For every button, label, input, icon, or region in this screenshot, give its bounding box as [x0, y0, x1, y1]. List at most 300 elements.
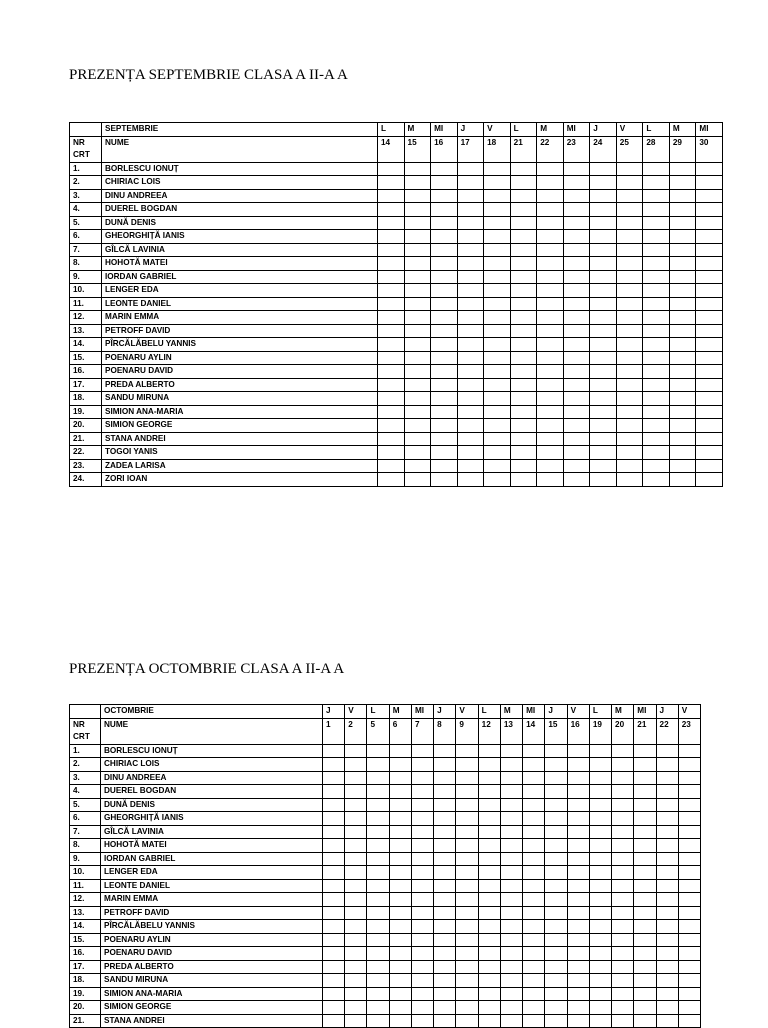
attendance-cell[interactable]	[456, 920, 478, 934]
attendance-cell[interactable]	[478, 974, 500, 988]
attendance-cell[interactable]	[643, 338, 670, 352]
attendance-cell[interactable]	[589, 1014, 611, 1028]
attendance-cell[interactable]	[404, 284, 431, 298]
attendance-cell[interactable]	[500, 852, 522, 866]
attendance-cell[interactable]	[563, 419, 590, 433]
attendance-cell[interactable]	[589, 1001, 611, 1015]
attendance-cell[interactable]	[389, 987, 411, 1001]
attendance-cell[interactable]	[669, 189, 696, 203]
attendance-cell[interactable]	[590, 270, 617, 284]
attendance-cell[interactable]	[345, 771, 367, 785]
attendance-cell[interactable]	[389, 1014, 411, 1028]
attendance-cell[interactable]	[537, 378, 564, 392]
attendance-cell[interactable]	[656, 1001, 678, 1015]
attendance-cell[interactable]	[616, 378, 643, 392]
attendance-cell[interactable]	[378, 405, 405, 419]
attendance-cell[interactable]	[537, 203, 564, 217]
attendance-cell[interactable]	[678, 920, 700, 934]
attendance-cell[interactable]	[411, 744, 433, 758]
attendance-cell[interactable]	[510, 257, 537, 271]
attendance-cell[interactable]	[378, 243, 405, 257]
attendance-cell[interactable]	[589, 933, 611, 947]
attendance-cell[interactable]	[678, 812, 700, 826]
attendance-cell[interactable]	[590, 473, 617, 487]
attendance-cell[interactable]	[567, 785, 589, 799]
attendance-cell[interactable]	[537, 297, 564, 311]
attendance-cell[interactable]	[431, 230, 458, 244]
attendance-cell[interactable]	[456, 852, 478, 866]
attendance-cell[interactable]	[510, 324, 537, 338]
attendance-cell[interactable]	[434, 1001, 456, 1015]
attendance-cell[interactable]	[537, 338, 564, 352]
attendance-cell[interactable]	[323, 771, 345, 785]
attendance-cell[interactable]	[590, 432, 617, 446]
attendance-cell[interactable]	[696, 446, 723, 460]
attendance-cell[interactable]	[678, 879, 700, 893]
attendance-cell[interactable]	[537, 365, 564, 379]
attendance-cell[interactable]	[457, 459, 484, 473]
attendance-cell[interactable]	[500, 1001, 522, 1015]
attendance-cell[interactable]	[523, 987, 545, 1001]
attendance-cell[interactable]	[678, 960, 700, 974]
attendance-cell[interactable]	[367, 933, 389, 947]
attendance-cell[interactable]	[616, 216, 643, 230]
attendance-cell[interactable]	[457, 257, 484, 271]
attendance-cell[interactable]	[643, 189, 670, 203]
attendance-cell[interactable]	[643, 432, 670, 446]
attendance-cell[interactable]	[510, 419, 537, 433]
attendance-cell[interactable]	[545, 758, 567, 772]
attendance-cell[interactable]	[678, 974, 700, 988]
attendance-cell[interactable]	[404, 216, 431, 230]
attendance-cell[interactable]	[500, 1014, 522, 1028]
attendance-cell[interactable]	[434, 974, 456, 988]
attendance-cell[interactable]	[696, 419, 723, 433]
attendance-cell[interactable]	[696, 473, 723, 487]
attendance-cell[interactable]	[643, 257, 670, 271]
attendance-cell[interactable]	[323, 893, 345, 907]
attendance-cell[interactable]	[456, 933, 478, 947]
attendance-cell[interactable]	[431, 351, 458, 365]
attendance-cell[interactable]	[590, 446, 617, 460]
attendance-cell[interactable]	[669, 338, 696, 352]
attendance-cell[interactable]	[545, 812, 567, 826]
attendance-cell[interactable]	[389, 744, 411, 758]
attendance-cell[interactable]	[656, 933, 678, 947]
attendance-cell[interactable]	[616, 243, 643, 257]
attendance-cell[interactable]	[378, 230, 405, 244]
attendance-cell[interactable]	[404, 230, 431, 244]
attendance-cell[interactable]	[537, 270, 564, 284]
attendance-cell[interactable]	[523, 906, 545, 920]
attendance-cell[interactable]	[404, 270, 431, 284]
attendance-cell[interactable]	[678, 1001, 700, 1015]
attendance-cell[interactable]	[500, 825, 522, 839]
attendance-cell[interactable]	[567, 1014, 589, 1028]
attendance-cell[interactable]	[589, 785, 611, 799]
attendance-cell[interactable]	[589, 866, 611, 880]
attendance-cell[interactable]	[616, 446, 643, 460]
attendance-cell[interactable]	[510, 270, 537, 284]
attendance-cell[interactable]	[545, 852, 567, 866]
attendance-cell[interactable]	[567, 906, 589, 920]
attendance-cell[interactable]	[563, 243, 590, 257]
attendance-cell[interactable]	[367, 893, 389, 907]
attendance-cell[interactable]	[634, 758, 656, 772]
attendance-cell[interactable]	[590, 419, 617, 433]
attendance-cell[interactable]	[434, 933, 456, 947]
attendance-cell[interactable]	[411, 906, 433, 920]
attendance-cell[interactable]	[378, 419, 405, 433]
attendance-cell[interactable]	[456, 866, 478, 880]
attendance-cell[interactable]	[404, 351, 431, 365]
attendance-cell[interactable]	[500, 839, 522, 853]
attendance-cell[interactable]	[456, 744, 478, 758]
attendance-cell[interactable]	[563, 459, 590, 473]
attendance-cell[interactable]	[656, 947, 678, 961]
attendance-cell[interactable]	[345, 960, 367, 974]
attendance-cell[interactable]	[612, 1001, 634, 1015]
attendance-cell[interactable]	[612, 906, 634, 920]
attendance-cell[interactable]	[457, 432, 484, 446]
attendance-cell[interactable]	[378, 392, 405, 406]
attendance-cell[interactable]	[678, 798, 700, 812]
attendance-cell[interactable]	[616, 284, 643, 298]
attendance-cell[interactable]	[589, 947, 611, 961]
attendance-cell[interactable]	[367, 974, 389, 988]
attendance-cell[interactable]	[616, 297, 643, 311]
attendance-cell[interactable]	[669, 243, 696, 257]
attendance-cell[interactable]	[567, 947, 589, 961]
attendance-cell[interactable]	[404, 365, 431, 379]
attendance-cell[interactable]	[411, 758, 433, 772]
attendance-cell[interactable]	[567, 798, 589, 812]
attendance-cell[interactable]	[678, 758, 700, 772]
attendance-cell[interactable]	[696, 257, 723, 271]
attendance-cell[interactable]	[411, 812, 433, 826]
attendance-cell[interactable]	[510, 311, 537, 325]
attendance-cell[interactable]	[563, 203, 590, 217]
attendance-cell[interactable]	[537, 162, 564, 176]
attendance-cell[interactable]	[537, 311, 564, 325]
attendance-cell[interactable]	[500, 947, 522, 961]
attendance-cell[interactable]	[478, 906, 500, 920]
attendance-cell[interactable]	[411, 798, 433, 812]
attendance-cell[interactable]	[523, 852, 545, 866]
attendance-cell[interactable]	[634, 879, 656, 893]
attendance-cell[interactable]	[378, 297, 405, 311]
attendance-cell[interactable]	[434, 798, 456, 812]
attendance-cell[interactable]	[567, 960, 589, 974]
attendance-cell[interactable]	[456, 758, 478, 772]
attendance-cell[interactable]	[567, 933, 589, 947]
attendance-cell[interactable]	[478, 852, 500, 866]
attendance-cell[interactable]	[523, 947, 545, 961]
attendance-cell[interactable]	[323, 906, 345, 920]
attendance-cell[interactable]	[434, 825, 456, 839]
attendance-cell[interactable]	[563, 473, 590, 487]
attendance-cell[interactable]	[643, 270, 670, 284]
attendance-cell[interactable]	[612, 771, 634, 785]
attendance-cell[interactable]	[612, 758, 634, 772]
attendance-cell[interactable]	[545, 947, 567, 961]
attendance-cell[interactable]	[389, 758, 411, 772]
attendance-cell[interactable]	[431, 473, 458, 487]
attendance-cell[interactable]	[411, 825, 433, 839]
attendance-cell[interactable]	[456, 812, 478, 826]
attendance-cell[interactable]	[643, 459, 670, 473]
attendance-cell[interactable]	[457, 378, 484, 392]
attendance-cell[interactable]	[411, 987, 433, 1001]
attendance-cell[interactable]	[612, 798, 634, 812]
attendance-cell[interactable]	[643, 405, 670, 419]
attendance-cell[interactable]	[367, 798, 389, 812]
attendance-cell[interactable]	[634, 987, 656, 1001]
attendance-cell[interactable]	[590, 351, 617, 365]
attendance-cell[interactable]	[484, 324, 511, 338]
attendance-cell[interactable]	[590, 311, 617, 325]
attendance-cell[interactable]	[678, 933, 700, 947]
attendance-cell[interactable]	[500, 933, 522, 947]
attendance-cell[interactable]	[537, 473, 564, 487]
attendance-cell[interactable]	[523, 1001, 545, 1015]
attendance-cell[interactable]	[367, 839, 389, 853]
attendance-cell[interactable]	[634, 825, 656, 839]
attendance-cell[interactable]	[656, 960, 678, 974]
attendance-cell[interactable]	[378, 311, 405, 325]
attendance-cell[interactable]	[478, 893, 500, 907]
attendance-cell[interactable]	[669, 432, 696, 446]
attendance-cell[interactable]	[389, 771, 411, 785]
attendance-cell[interactable]	[616, 351, 643, 365]
attendance-cell[interactable]	[345, 947, 367, 961]
attendance-cell[interactable]	[431, 203, 458, 217]
attendance-cell[interactable]	[484, 216, 511, 230]
attendance-cell[interactable]	[323, 960, 345, 974]
attendance-cell[interactable]	[478, 771, 500, 785]
attendance-cell[interactable]	[323, 839, 345, 853]
attendance-cell[interactable]	[656, 785, 678, 799]
attendance-cell[interactable]	[456, 1014, 478, 1028]
attendance-cell[interactable]	[669, 419, 696, 433]
attendance-cell[interactable]	[456, 798, 478, 812]
attendance-cell[interactable]	[404, 392, 431, 406]
attendance-cell[interactable]	[456, 771, 478, 785]
attendance-cell[interactable]	[389, 812, 411, 826]
attendance-cell[interactable]	[590, 257, 617, 271]
attendance-cell[interactable]	[634, 785, 656, 799]
attendance-cell[interactable]	[523, 758, 545, 772]
attendance-cell[interactable]	[567, 1001, 589, 1015]
attendance-cell[interactable]	[656, 771, 678, 785]
attendance-cell[interactable]	[378, 338, 405, 352]
attendance-cell[interactable]	[456, 893, 478, 907]
attendance-cell[interactable]	[643, 324, 670, 338]
attendance-cell[interactable]	[457, 392, 484, 406]
attendance-cell[interactable]	[678, 947, 700, 961]
attendance-cell[interactable]	[484, 365, 511, 379]
attendance-cell[interactable]	[478, 812, 500, 826]
attendance-cell[interactable]	[537, 351, 564, 365]
attendance-cell[interactable]	[500, 987, 522, 1001]
attendance-cell[interactable]	[678, 839, 700, 853]
attendance-cell[interactable]	[590, 230, 617, 244]
attendance-cell[interactable]	[616, 473, 643, 487]
attendance-cell[interactable]	[545, 906, 567, 920]
attendance-cell[interactable]	[634, 960, 656, 974]
attendance-cell[interactable]	[537, 324, 564, 338]
attendance-cell[interactable]	[478, 920, 500, 934]
attendance-cell[interactable]	[567, 879, 589, 893]
attendance-cell[interactable]	[696, 230, 723, 244]
attendance-cell[interactable]	[434, 906, 456, 920]
attendance-cell[interactable]	[484, 405, 511, 419]
attendance-cell[interactable]	[616, 392, 643, 406]
attendance-cell[interactable]	[634, 771, 656, 785]
attendance-cell[interactable]	[669, 257, 696, 271]
attendance-cell[interactable]	[404, 324, 431, 338]
attendance-cell[interactable]	[411, 866, 433, 880]
attendance-cell[interactable]	[345, 1001, 367, 1015]
attendance-cell[interactable]	[378, 257, 405, 271]
attendance-cell[interactable]	[457, 270, 484, 284]
attendance-cell[interactable]	[484, 378, 511, 392]
attendance-cell[interactable]	[389, 866, 411, 880]
attendance-cell[interactable]	[563, 338, 590, 352]
attendance-cell[interactable]	[643, 311, 670, 325]
attendance-cell[interactable]	[457, 203, 484, 217]
attendance-cell[interactable]	[345, 906, 367, 920]
attendance-cell[interactable]	[431, 419, 458, 433]
attendance-cell[interactable]	[431, 405, 458, 419]
attendance-cell[interactable]	[431, 392, 458, 406]
attendance-cell[interactable]	[457, 216, 484, 230]
attendance-cell[interactable]	[590, 365, 617, 379]
attendance-cell[interactable]	[431, 378, 458, 392]
attendance-cell[interactable]	[378, 432, 405, 446]
attendance-cell[interactable]	[669, 270, 696, 284]
attendance-cell[interactable]	[500, 893, 522, 907]
attendance-cell[interactable]	[411, 879, 433, 893]
attendance-cell[interactable]	[612, 825, 634, 839]
attendance-cell[interactable]	[431, 338, 458, 352]
attendance-cell[interactable]	[478, 744, 500, 758]
attendance-cell[interactable]	[656, 1014, 678, 1028]
attendance-cell[interactable]	[563, 216, 590, 230]
attendance-cell[interactable]	[323, 785, 345, 799]
attendance-cell[interactable]	[545, 839, 567, 853]
attendance-cell[interactable]	[678, 893, 700, 907]
attendance-cell[interactable]	[500, 758, 522, 772]
attendance-cell[interactable]	[523, 839, 545, 853]
attendance-cell[interactable]	[656, 839, 678, 853]
attendance-cell[interactable]	[411, 947, 433, 961]
attendance-cell[interactable]	[510, 473, 537, 487]
attendance-cell[interactable]	[411, 893, 433, 907]
attendance-cell[interactable]	[563, 378, 590, 392]
attendance-cell[interactable]	[510, 378, 537, 392]
attendance-cell[interactable]	[634, 839, 656, 853]
attendance-cell[interactable]	[590, 338, 617, 352]
attendance-cell[interactable]	[589, 960, 611, 974]
attendance-cell[interactable]	[323, 758, 345, 772]
attendance-cell[interactable]	[589, 920, 611, 934]
attendance-cell[interactable]	[590, 284, 617, 298]
attendance-cell[interactable]	[389, 893, 411, 907]
attendance-cell[interactable]	[456, 839, 478, 853]
attendance-cell[interactable]	[510, 351, 537, 365]
attendance-cell[interactable]	[345, 1014, 367, 1028]
attendance-cell[interactable]	[484, 203, 511, 217]
attendance-cell[interactable]	[537, 284, 564, 298]
attendance-cell[interactable]	[456, 947, 478, 961]
attendance-cell[interactable]	[678, 987, 700, 1001]
attendance-cell[interactable]	[431, 446, 458, 460]
attendance-cell[interactable]	[457, 351, 484, 365]
attendance-cell[interactable]	[545, 933, 567, 947]
attendance-cell[interactable]	[696, 162, 723, 176]
attendance-cell[interactable]	[478, 758, 500, 772]
attendance-cell[interactable]	[563, 405, 590, 419]
attendance-cell[interactable]	[345, 785, 367, 799]
attendance-cell[interactable]	[484, 297, 511, 311]
attendance-cell[interactable]	[484, 419, 511, 433]
attendance-cell[interactable]	[669, 230, 696, 244]
attendance-cell[interactable]	[678, 866, 700, 880]
attendance-cell[interactable]	[323, 866, 345, 880]
attendance-cell[interactable]	[656, 758, 678, 772]
attendance-cell[interactable]	[612, 852, 634, 866]
attendance-cell[interactable]	[484, 392, 511, 406]
attendance-cell[interactable]	[589, 987, 611, 1001]
attendance-cell[interactable]	[643, 351, 670, 365]
attendance-cell[interactable]	[484, 446, 511, 460]
attendance-cell[interactable]	[389, 974, 411, 988]
attendance-cell[interactable]	[456, 825, 478, 839]
attendance-cell[interactable]	[434, 852, 456, 866]
attendance-cell[interactable]	[434, 987, 456, 1001]
attendance-cell[interactable]	[510, 446, 537, 460]
attendance-cell[interactable]	[523, 879, 545, 893]
attendance-cell[interactable]	[696, 176, 723, 190]
attendance-cell[interactable]	[367, 866, 389, 880]
attendance-cell[interactable]	[567, 825, 589, 839]
attendance-cell[interactable]	[345, 920, 367, 934]
attendance-cell[interactable]	[537, 446, 564, 460]
attendance-cell[interactable]	[457, 176, 484, 190]
attendance-cell[interactable]	[404, 473, 431, 487]
attendance-cell[interactable]	[411, 839, 433, 853]
attendance-cell[interactable]	[643, 365, 670, 379]
attendance-cell[interactable]	[590, 176, 617, 190]
attendance-cell[interactable]	[545, 960, 567, 974]
attendance-cell[interactable]	[404, 257, 431, 271]
attendance-cell[interactable]	[510, 338, 537, 352]
attendance-cell[interactable]	[612, 744, 634, 758]
attendance-cell[interactable]	[434, 771, 456, 785]
attendance-cell[interactable]	[510, 297, 537, 311]
attendance-cell[interactable]	[634, 1001, 656, 1015]
attendance-cell[interactable]	[589, 744, 611, 758]
attendance-cell[interactable]	[643, 176, 670, 190]
attendance-cell[interactable]	[431, 176, 458, 190]
attendance-cell[interactable]	[367, 771, 389, 785]
attendance-cell[interactable]	[411, 1014, 433, 1028]
attendance-cell[interactable]	[484, 230, 511, 244]
attendance-cell[interactable]	[323, 920, 345, 934]
attendance-cell[interactable]	[434, 879, 456, 893]
attendance-cell[interactable]	[643, 297, 670, 311]
